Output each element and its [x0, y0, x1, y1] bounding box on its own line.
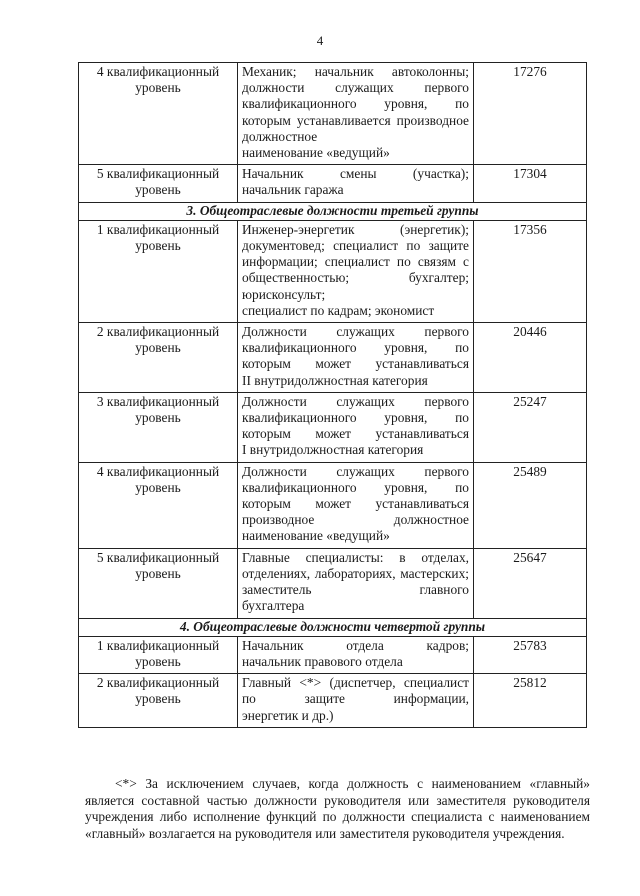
table-row [79, 548, 587, 618]
table-row [79, 323, 587, 393]
section-title: 3. Общеотраслевые должности третьей группы [79, 202, 587, 220]
qualification-level-cell: 4 квалификационный уровень [79, 63, 238, 165]
position-description-cell [238, 548, 474, 618]
footnote: <*> За исключением случаев, когда должность с наименованием «главный» является составной частью должности руководителя или заместителя руководителя учреждения либо исполнение функций по должности специалиста с наименованием «главный» возлагается на руководителя или заместителя руководителя учреждения. [85, 776, 590, 841]
position-description-text: Инженер-энергетик (энергетик); документовед; специалист по защите информации; специалист по связям с общественностью; бухгалтер; юрисконсульт; [242, 221, 469, 302]
position-description-last-line: начальник правового отдела [242, 653, 403, 669]
section-header-row [79, 202, 587, 220]
position-description-last-line: начальник гаража [242, 182, 344, 198]
position-description-cell [238, 674, 474, 728]
position-description-text: Начальник смены (участка); [242, 166, 469, 182]
salary-cell: 17304 [474, 165, 587, 202]
position-description-last-line: наименование «ведущий» [242, 528, 390, 544]
position-description-last-line: наименование «ведущий» [242, 145, 390, 161]
position-description-text: Начальник отдела кадров; [242, 637, 469, 653]
salary-table [78, 62, 587, 728]
qualification-level-cell: 2 квалификационный уровень [79, 323, 238, 393]
position-description-cell [238, 220, 474, 322]
salary-cell: 17356 [474, 220, 587, 322]
position-description-last-line: II внутридолжностная категория [242, 372, 428, 388]
position-description-text: Должности служащих первого квалификационного уровня, по которым может устанавливаться [242, 393, 469, 442]
salary-cell: 25489 [474, 462, 587, 548]
position-description-last-line: специалист по кадрам; экономист [242, 302, 435, 318]
salary-cell: 25783 [474, 636, 587, 673]
position-description-cell [238, 165, 474, 202]
salary-cell: 25647 [474, 548, 587, 618]
position-description-cell [238, 462, 474, 548]
table-row [79, 674, 587, 728]
qualification-level-cell: 5 квалификационный уровень [79, 548, 238, 618]
position-description-last-line: I внутридолжностная категория [242, 442, 424, 458]
position-description-last-line: бухгалтера [242, 598, 305, 614]
table-row [79, 462, 587, 548]
table-row [79, 220, 587, 322]
qualification-level-cell: 1 квалификационный уровень [79, 636, 238, 673]
salary-cell: 25812 [474, 674, 587, 728]
qualification-level-cell: 1 квалификационный уровень [79, 220, 238, 322]
page-number: 4 [316, 33, 324, 48]
position-description-text: Главные специалисты: в отделах, отделениях, лабораториях, мастерских; заместитель главного [242, 549, 469, 598]
qualification-level-cell: 3 квалификационный уровень [79, 392, 238, 462]
table-row [79, 165, 587, 202]
salary-table-body [79, 63, 587, 728]
table-row [79, 63, 587, 165]
salary-cell: 25247 [474, 392, 587, 462]
position-description-cell [238, 63, 474, 165]
section-header-row [79, 618, 587, 636]
position-description-cell [238, 392, 474, 462]
position-description-last-line: энергетик и др.) [242, 707, 334, 723]
qualification-level-cell: 5 квалификационный уровень [79, 165, 238, 202]
section-title: 4. Общеотраслевые должности четвертой группы [79, 618, 587, 636]
position-description-text: Должности служащих первого квалификационного уровня, по которым может устанавливаться производное должностное [242, 463, 469, 528]
table-row [79, 392, 587, 462]
position-description-text: Должности служащих первого квалификационного уровня, по которым может устанавливаться [242, 324, 469, 372]
position-description-text: Механик; начальник автоколонны; должности служащих первого квалификационного уровня, по которым устанавливается производное должностное [242, 64, 469, 144]
table-row [79, 636, 587, 673]
qualification-level-cell: 2 квалификационный уровень [79, 674, 238, 728]
salary-cell: 20446 [474, 323, 587, 393]
position-description-text: Главный <*> (диспетчер, специалист по защите информации, [242, 675, 469, 707]
salary-cell: 17276 [474, 63, 587, 165]
position-description-cell [238, 636, 474, 673]
qualification-level-cell: 4 квалификационный уровень [79, 462, 238, 548]
position-description-cell [238, 323, 474, 393]
